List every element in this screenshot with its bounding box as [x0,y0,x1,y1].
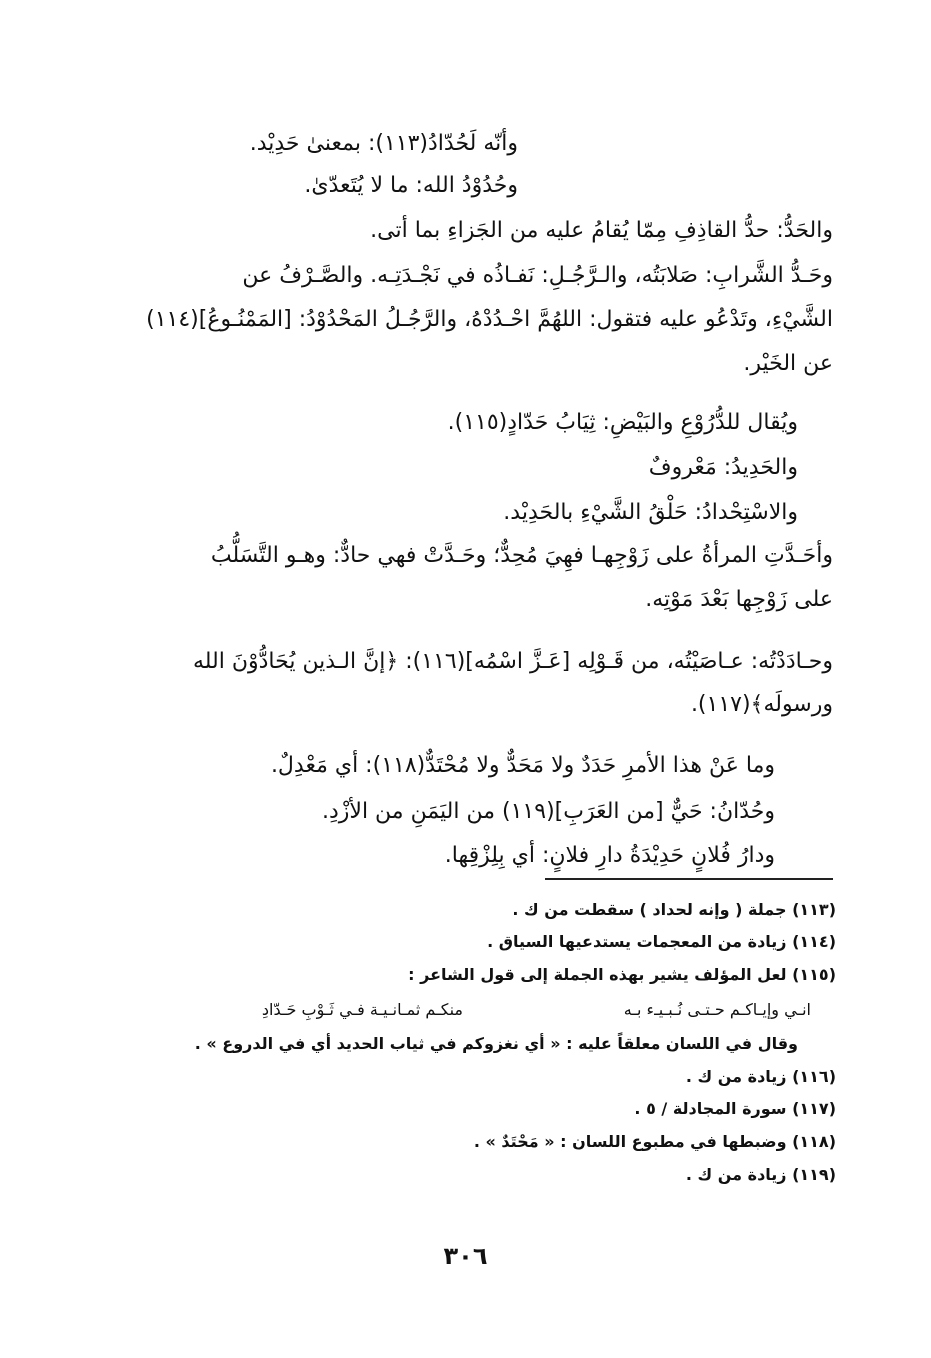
body-line-14: وما عَنْ هذا الأمرِ حَدَدٌ ولا مَحَدٌّ ولا مُحْتَدٌّ(١١٨): أي مَعْدِلٌ. [270,753,775,778]
body-line-16: ودارُ فُلانٍ حَدِيْدَةُ دارِ فلانٍ: أي بِلِزْقِها. [444,843,775,868]
footnote-119: (١١٩) زيادة من ك . [685,1165,836,1184]
body-line-10: وأحَـدَّتِ المرأةُ على زَوْجِهـا فهِيَ مُحِدٌّ؛ وحَـدَّتْ فهي حادٌّ: وهـو التَّسَلُّبُ [210,543,833,568]
footnote-118: (١١٨) وضبطها في مطبوع اللسان : « مَحْتَدٌ » . [473,1132,836,1151]
footnote-117: (١١٧) سورة المجادلة / ٥ . [634,1099,836,1118]
page-number: ٣٠٦ [443,1242,488,1270]
footnote-113: (١١٣) جملة ( وإنه لحداد ) سقطت من ك . [512,900,836,919]
body-line-1: وأنّه لَحُدّادُ(١١٣): بمعنىٰ حَدِيْد. [249,131,518,156]
body-line-6: عن الخَيْر. [743,351,833,376]
footnote-115: (١١٥) لعل المؤلف يشير بهذه الجملة إلى قول الشاعر : [408,965,836,984]
body-line-2: وحُدُوْدُ الله: ما لا يُتَعدّىٰ. [304,173,518,198]
body-line-3: والحَدُّ: حدُّ القاذِفِ مِمّا يُقامُ عليه من الجَزاءِ بما أتى. [370,218,833,243]
body-line-13: ورسولَه﴾(١١٧). [690,692,833,717]
body-line-15: وحُدّانُ: حَيٌّ [من العَرَبِ](١١٩) من اليَمَنِ من الأزْدِ. [321,799,775,824]
footnote-116: (١١٦) زيادة من ك . [685,1067,836,1086]
body-line-12: وحـادَدْتُه: عـاصَيْتُه، من قَـوْلِه [عَـزَّ اسْمُه](١١٦): ﴿إنَّ الـذين يُحَادُّوْنَ الله [192,649,833,674]
poem-second-hemistich: منكـم ثمـانـيـة فـي ثَـوْبِ حَـدّادِ [261,1000,463,1019]
body-line-8: والحَدِيدُ: مَعْروفٌ [648,455,798,480]
body-line-7: ويُقال للدُّرُوْعِ والبَيْضِ: ثِيَابُ حَدّادٍ(١١٥). [447,410,798,435]
footnote-114: (١١٤) زيادة من المعجمات يستدعيها السياق . [487,932,836,951]
body-line-9: والاسْتِحْدادُ: حَلْقُ الشَّيْءِ بالحَدِيْد. [503,500,798,525]
footnote-separator [545,878,833,880]
body-line-5: الشَّيْءِ، وتَدْعُو عليه فتقول: اللهُمَّ احْـدُدْهُ، والرَّجُـلُ المَحْدُوْدُ: [المَمْنُـوعُ](١١٤) [146,307,833,332]
footnote-115-comment: وقال في اللسان معلقاً عليه : « أي نغزوكم في ثياب الحديد أي في الدروع » . [194,1034,798,1053]
poem-first-hemistich: انـي وإيـاكـم حـتـى نُـبـيـء بـه [623,1000,811,1019]
body-line-11: على زَوْجِها بَعْدَ مَوْتِه. [645,587,833,612]
body-line-4: وحَـدُّ الشَّرابِ: صَلابَتُه، والـرَّجُـلِ: نَفـاذُه في نَجْـدَتِـه. والصَّـرْفُ عن [242,263,833,288]
